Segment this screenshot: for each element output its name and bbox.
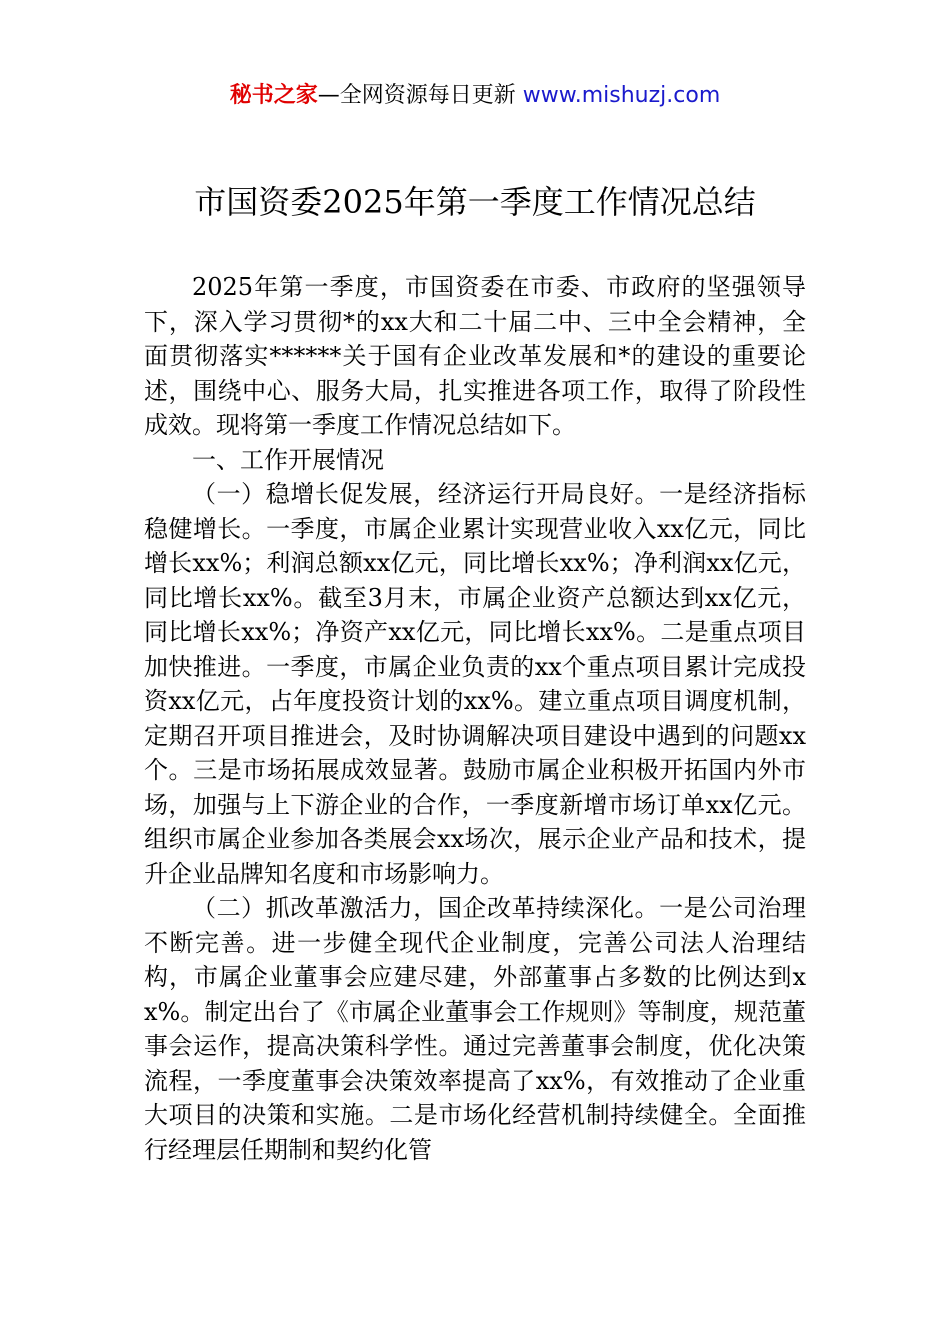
intro-paragraph: 2025年第一季度，市国资委在市委、市政府的坚强领导下，深入学习贯彻*的xx大和二十届二中、三中全会精神，全面贯彻落实******关于国有企业改革发展和*的建设的重要论述，围绕中心、服务大局，扎实推进各项工作，取得了阶段性成效。现将第一季度工作情况总结如下。 (144, 273, 806, 439)
document-body (144, 270, 806, 1167)
paragraph-reform: （二）抓改革激活力，国企改革持续深化。一是公司治理不断完善。进一步健全现代企业制度，完善公司法人治理结构，市属企业董事会应建尽建，外部董事占多数的比例达到xx%。制定出台了《市属企业董事会工作规则》等制度，规范董事会运作，提高决策科学性。通过完善董事会制度，优化决策流程，一季度董事会决策效率提高了xx%，有效推动了企业重大项目的决策和实施。二是市场化经营机制持续健全。全面推行经理层任期制和契约化管 (144, 894, 806, 1164)
paragraph-economic-growth: （一）稳增长促发展，经济运行开局良好。一是经济指标稳健增长。一季度，市属企业累计实现营业收入xx亿元，同比增长xx%；利润总额xx亿元，同比增长xx%；净利润xx亿元，同比增长xx%。截至3月末，市属企业资产总额达到xx亿元，同比增长xx%；净资产xx亿元，同比增长xx%。二是重点项目加快推进。一季度，市属企业负责的xx个重点项目累计完成投资xx亿元，占年度投资计划的xx%。建立重点项目调度机制，定期召开项目推进会，及时协调解决项目建设中遇到的问题xx个。三是市场拓展成效显著。鼓励市属企业积极开拓国内外市场，加强与上下游企业的合作，一季度新增市场订单xx亿元。组织市属企业参加各类展会xx场次，展示企业产品和技术，提升企业品牌知名度和市场影响力。 (144, 480, 806, 888)
brand-name: 秘书之家 (229, 83, 318, 108)
document-title: 市国资委2025年第一季度工作情况总结 (194, 183, 756, 221)
site-banner (0, 80, 950, 112)
site-url-link[interactable]: www.mishuzj.com (522, 83, 721, 108)
section-heading: 一、工作开展情况 (192, 445, 384, 474)
banner-tagline: —全网资源每日更新 (317, 83, 516, 108)
